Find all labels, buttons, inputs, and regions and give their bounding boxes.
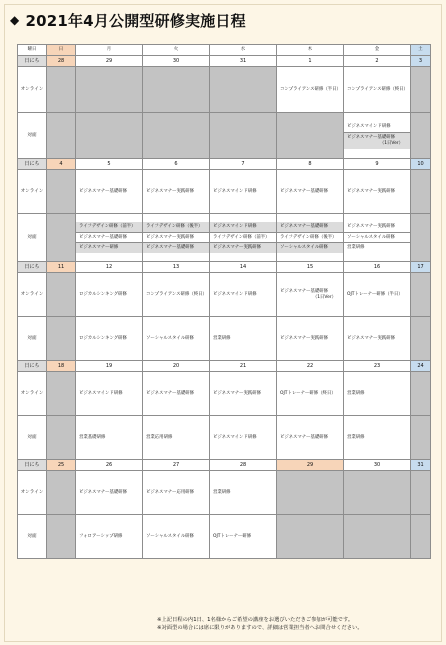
weekday-fri: 金 — [344, 45, 411, 56]
course-item[interactable]: ビジネスマナー実践研修 — [347, 188, 396, 194]
course-item[interactable]: ビジネスマナー実践研修 — [210, 242, 276, 253]
page-title — [10, 9, 246, 31]
event-cell — [143, 317, 210, 361]
course-item[interactable]: ビジネスマインド研修 — [213, 291, 257, 297]
date-cell-holiday: 29 — [277, 460, 344, 471]
event-cell — [76, 214, 143, 262]
closed-cell — [344, 515, 411, 559]
closed-cell — [47, 214, 76, 262]
course-item[interactable]: ビジネスマナー実践研修 — [347, 335, 396, 341]
event-cell — [344, 67, 411, 113]
closed-cell — [47, 170, 76, 214]
date-row — [18, 460, 431, 471]
event-cell — [344, 273, 411, 317]
course-item[interactable]: ビジネスマインド研修 — [213, 434, 257, 440]
weekday-mon: 月 — [76, 45, 143, 56]
course-item[interactable]: ソーシャルスタイル研修 — [146, 533, 194, 539]
date-cell: 15 — [277, 262, 344, 273]
date-cell: 2 — [344, 56, 411, 67]
online-label: オンライン — [18, 372, 47, 416]
course-item[interactable]: ビジネスマインド研修 — [79, 390, 123, 396]
online-row — [18, 67, 431, 113]
event-cell — [143, 471, 210, 515]
closed-cell — [47, 471, 76, 515]
event-cell — [277, 67, 344, 113]
event-cell — [143, 515, 210, 559]
event-cell — [344, 317, 411, 361]
course-item[interactable]: ビジネスマナー実践研修 — [146, 188, 195, 194]
event-cell — [143, 273, 210, 317]
date-cell: 18 — [47, 361, 76, 372]
closed-cell — [47, 317, 76, 361]
date-cell: 28 — [210, 460, 277, 471]
course-item[interactable]: ビジネスマインド研修 — [213, 188, 257, 194]
date-cell: 12 — [76, 262, 143, 273]
course-item[interactable] — [277, 287, 343, 302]
footnote-line: ※上記日程の内1日、1名様からご希望の講座をお選びいただきご参加が可能です。 — [157, 617, 354, 623]
course-item[interactable]: ライフデザイン研修（前半） — [210, 232, 276, 243]
date-cell: 23 — [344, 361, 411, 372]
closed-cell — [411, 214, 431, 262]
course-item[interactable]: ビジネスマナー実践研修 — [280, 335, 329, 341]
course-title: ビジネスマナー基礎研修 — [280, 288, 329, 294]
event-cell — [76, 170, 143, 214]
inperson-label: 対面 — [18, 317, 47, 361]
date-row — [18, 56, 431, 67]
closed-cell — [47, 515, 76, 559]
course-item[interactable]: ビジネスマナー基礎研修 — [76, 232, 142, 243]
date-cell: 1 — [277, 56, 344, 67]
online-row — [18, 471, 431, 515]
course-item[interactable] — [344, 132, 410, 148]
closed-cell — [143, 113, 210, 159]
course-item[interactable]: ライフデザイン研修（後半） — [277, 232, 343, 243]
event-cell — [210, 372, 277, 416]
course-title: ビジネスマナー基礎研修 — [347, 135, 396, 141]
course-item[interactable]: 営業研修 — [344, 242, 410, 253]
closed-cell — [411, 317, 431, 361]
course-item[interactable]: ライフデザイン研修（前半） — [76, 222, 142, 232]
date-label: 日にち — [18, 361, 47, 372]
closed-cell — [411, 471, 431, 515]
date-row — [18, 262, 431, 273]
course-item[interactable]: 営業研修 — [347, 390, 365, 396]
course-item[interactable]: 営業応用研修 — [146, 434, 173, 440]
closed-cell — [344, 471, 411, 515]
event-cell — [210, 416, 277, 460]
closed-cell — [47, 273, 76, 317]
event-cell — [277, 214, 344, 262]
event-cell — [143, 170, 210, 214]
course-item[interactable]: ビジネスマナー実践研修 — [347, 223, 396, 229]
event-cell — [143, 214, 210, 262]
online-label: オンライン — [18, 471, 47, 515]
course-item[interactable]: ビジネスマナー基礎研修 — [280, 434, 329, 440]
date-cell: 3 — [411, 56, 431, 67]
closed-cell — [277, 471, 344, 515]
course-item[interactable]: ソーシャルスタイル研修 — [344, 232, 410, 243]
date-cell: 21 — [210, 361, 277, 372]
closed-cell — [411, 416, 431, 460]
course-item[interactable]: OJTトレーナー研修（半日） — [347, 291, 403, 297]
closed-cell — [47, 67, 76, 113]
closed-cell — [76, 67, 143, 113]
event-cell — [143, 416, 210, 460]
date-cell: 9 — [344, 159, 411, 170]
closed-cell — [210, 67, 277, 113]
date-label: 日にち — [18, 159, 47, 170]
course-note: （1日Ver） — [379, 140, 403, 146]
date-cell: 31 — [411, 460, 431, 471]
date-row — [18, 361, 431, 372]
course-item[interactable]: ビジネスマナー基礎研修 — [277, 222, 343, 232]
date-label: 日にち — [18, 56, 47, 67]
date-cell: 26 — [76, 460, 143, 471]
course-item[interactable]: 営業基礎研修 — [79, 434, 106, 440]
closed-cell — [411, 515, 431, 559]
event-cell — [277, 416, 344, 460]
date-row — [18, 159, 431, 170]
closed-cell — [210, 113, 277, 159]
date-cell: 8 — [277, 159, 344, 170]
footnotes — [157, 616, 363, 633]
date-label: 日にち — [18, 262, 47, 273]
course-item[interactable]: ビジネスマナー基礎研修 — [143, 242, 209, 253]
course-item[interactable]: ロジカルシンキング研修 — [79, 335, 127, 341]
course-item[interactable]: ビジネスマナー基礎研修 — [280, 188, 329, 194]
event-cell — [143, 372, 210, 416]
course-note: （1日Ver） — [312, 294, 336, 300]
date-cell: 5 — [76, 159, 143, 170]
event-cell — [277, 372, 344, 416]
course-item[interactable]: ビジネスマインド研修 — [210, 222, 276, 232]
inperson-row — [18, 113, 431, 159]
closed-cell — [411, 273, 431, 317]
closed-cell — [143, 67, 210, 113]
closed-cell — [47, 113, 76, 159]
course-item[interactable]: コンプライアンス研修（終日） — [146, 291, 207, 297]
weekday-tue: 火 — [143, 45, 210, 56]
date-cell: 19 — [76, 361, 143, 372]
date-cell: 28 — [47, 56, 76, 67]
online-label: オンライン — [18, 273, 47, 317]
course-item[interactable]: ロジカルシンキング研修 — [79, 291, 127, 297]
inperson-row — [18, 515, 431, 559]
course-item[interactable]: コンプライアンス研修（終日） — [347, 86, 408, 92]
course-item[interactable]: ビジネスマナー基礎研修 — [79, 188, 128, 194]
date-cell: 30 — [344, 460, 411, 471]
event-cell — [76, 416, 143, 460]
course-item[interactable]: ビジネスマナー実践研修 — [143, 232, 209, 243]
inperson-label: 対面 — [18, 214, 47, 262]
date-cell: 14 — [210, 262, 277, 273]
event-cell — [210, 471, 277, 515]
page-title-text: 2021年4月公開型研修実施日程 — [25, 11, 246, 30]
inperson-row — [18, 317, 431, 361]
course-item[interactable]: 営業研修 — [213, 489, 231, 495]
event-cell — [344, 372, 411, 416]
inperson-label: 対面 — [18, 113, 47, 159]
course-item[interactable]: ライフデザイン研修（後半） — [143, 222, 209, 232]
online-row — [18, 372, 431, 416]
event-cell — [344, 113, 411, 159]
date-cell: 20 — [143, 361, 210, 372]
course-item[interactable]: 営業研修 — [213, 335, 231, 341]
online-label: オンライン — [18, 67, 47, 113]
event-cell — [210, 273, 277, 317]
date-cell: 16 — [344, 262, 411, 273]
course-item[interactable]: ビジネスマインド研修 — [347, 124, 391, 130]
online-label: オンライン — [18, 170, 47, 214]
date-cell: 25 — [47, 460, 76, 471]
weekday-sun: 日 — [47, 45, 76, 56]
header-label: 曜日 — [18, 45, 47, 56]
event-cell — [210, 317, 277, 361]
date-cell: 13 — [143, 262, 210, 273]
course-item[interactable]: ビジネスマナー基礎研修 — [146, 390, 195, 396]
course-item[interactable]: ソーシャルスタイル研修 — [146, 335, 194, 341]
course-item[interactable]: コンプライアンス研修（半日） — [280, 86, 341, 92]
inperson-row — [18, 214, 431, 262]
date-cell: 4 — [47, 159, 76, 170]
date-cell: 29 — [76, 56, 143, 67]
schedule-table — [17, 44, 431, 559]
event-cell — [76, 273, 143, 317]
course-item[interactable]: ビジネスマナー基礎研修 — [79, 489, 128, 495]
course-item[interactable]: ソーシャルスタイル研修 — [277, 242, 343, 253]
event-cell — [210, 214, 277, 262]
online-row — [18, 170, 431, 214]
online-row — [18, 273, 431, 317]
weekday-header-row — [18, 45, 431, 56]
date-cell: 22 — [277, 361, 344, 372]
event-cell — [210, 515, 277, 559]
closed-cell — [47, 416, 76, 460]
course-item[interactable]: ビジネスマナー実践研修 — [213, 390, 262, 396]
weekday-wed: 水 — [210, 45, 277, 56]
closed-cell — [277, 113, 344, 159]
event-cell — [277, 317, 344, 361]
weekday-sat: 土 — [411, 45, 431, 56]
course-item[interactable]: 営業研修 — [347, 434, 365, 440]
date-label: 日にち — [18, 460, 47, 471]
event-cell — [344, 214, 411, 262]
diamond-icon: ◆ — [10, 13, 20, 27]
date-cell: 11 — [47, 262, 76, 273]
course-item[interactable]: OJTトレーナー研修 — [213, 533, 252, 539]
date-cell: 31 — [210, 56, 277, 67]
course-item[interactable]: OJTトレーナー研修（終日） — [280, 390, 336, 396]
closed-cell — [411, 372, 431, 416]
footnote-line: ※対面型の場合には席に限りがありますので、詳細は営業担当者へお問合せください。 — [157, 625, 363, 632]
closed-cell — [411, 67, 431, 113]
event-cell — [76, 515, 143, 559]
course-item[interactable]: ビジネスマナー研修 — [76, 242, 142, 253]
event-cell — [76, 317, 143, 361]
date-cell: 7 — [210, 159, 277, 170]
event-cell — [277, 170, 344, 214]
closed-cell — [76, 113, 143, 159]
event-cell — [277, 273, 344, 317]
date-cell: 17 — [411, 262, 431, 273]
inperson-label: 対面 — [18, 416, 47, 460]
event-cell — [344, 170, 411, 214]
course-item[interactable]: フォロアーシップ研修 — [79, 533, 123, 539]
closed-cell — [411, 170, 431, 214]
event-cell — [210, 170, 277, 214]
event-cell — [76, 471, 143, 515]
event-cell — [76, 372, 143, 416]
date-cell: 24 — [411, 361, 431, 372]
inperson-row — [18, 416, 431, 460]
closed-cell — [277, 515, 344, 559]
event-cell — [344, 416, 411, 460]
closed-cell — [411, 113, 431, 159]
date-cell: 30 — [143, 56, 210, 67]
date-cell: 10 — [411, 159, 431, 170]
closed-cell — [47, 372, 76, 416]
inperson-label: 対面 — [18, 515, 47, 559]
date-cell: 6 — [143, 159, 210, 170]
date-cell: 27 — [143, 460, 210, 471]
course-item[interactable]: ビジネスマナー応用研修 — [146, 489, 195, 495]
weekday-thu: 木 — [277, 45, 344, 56]
